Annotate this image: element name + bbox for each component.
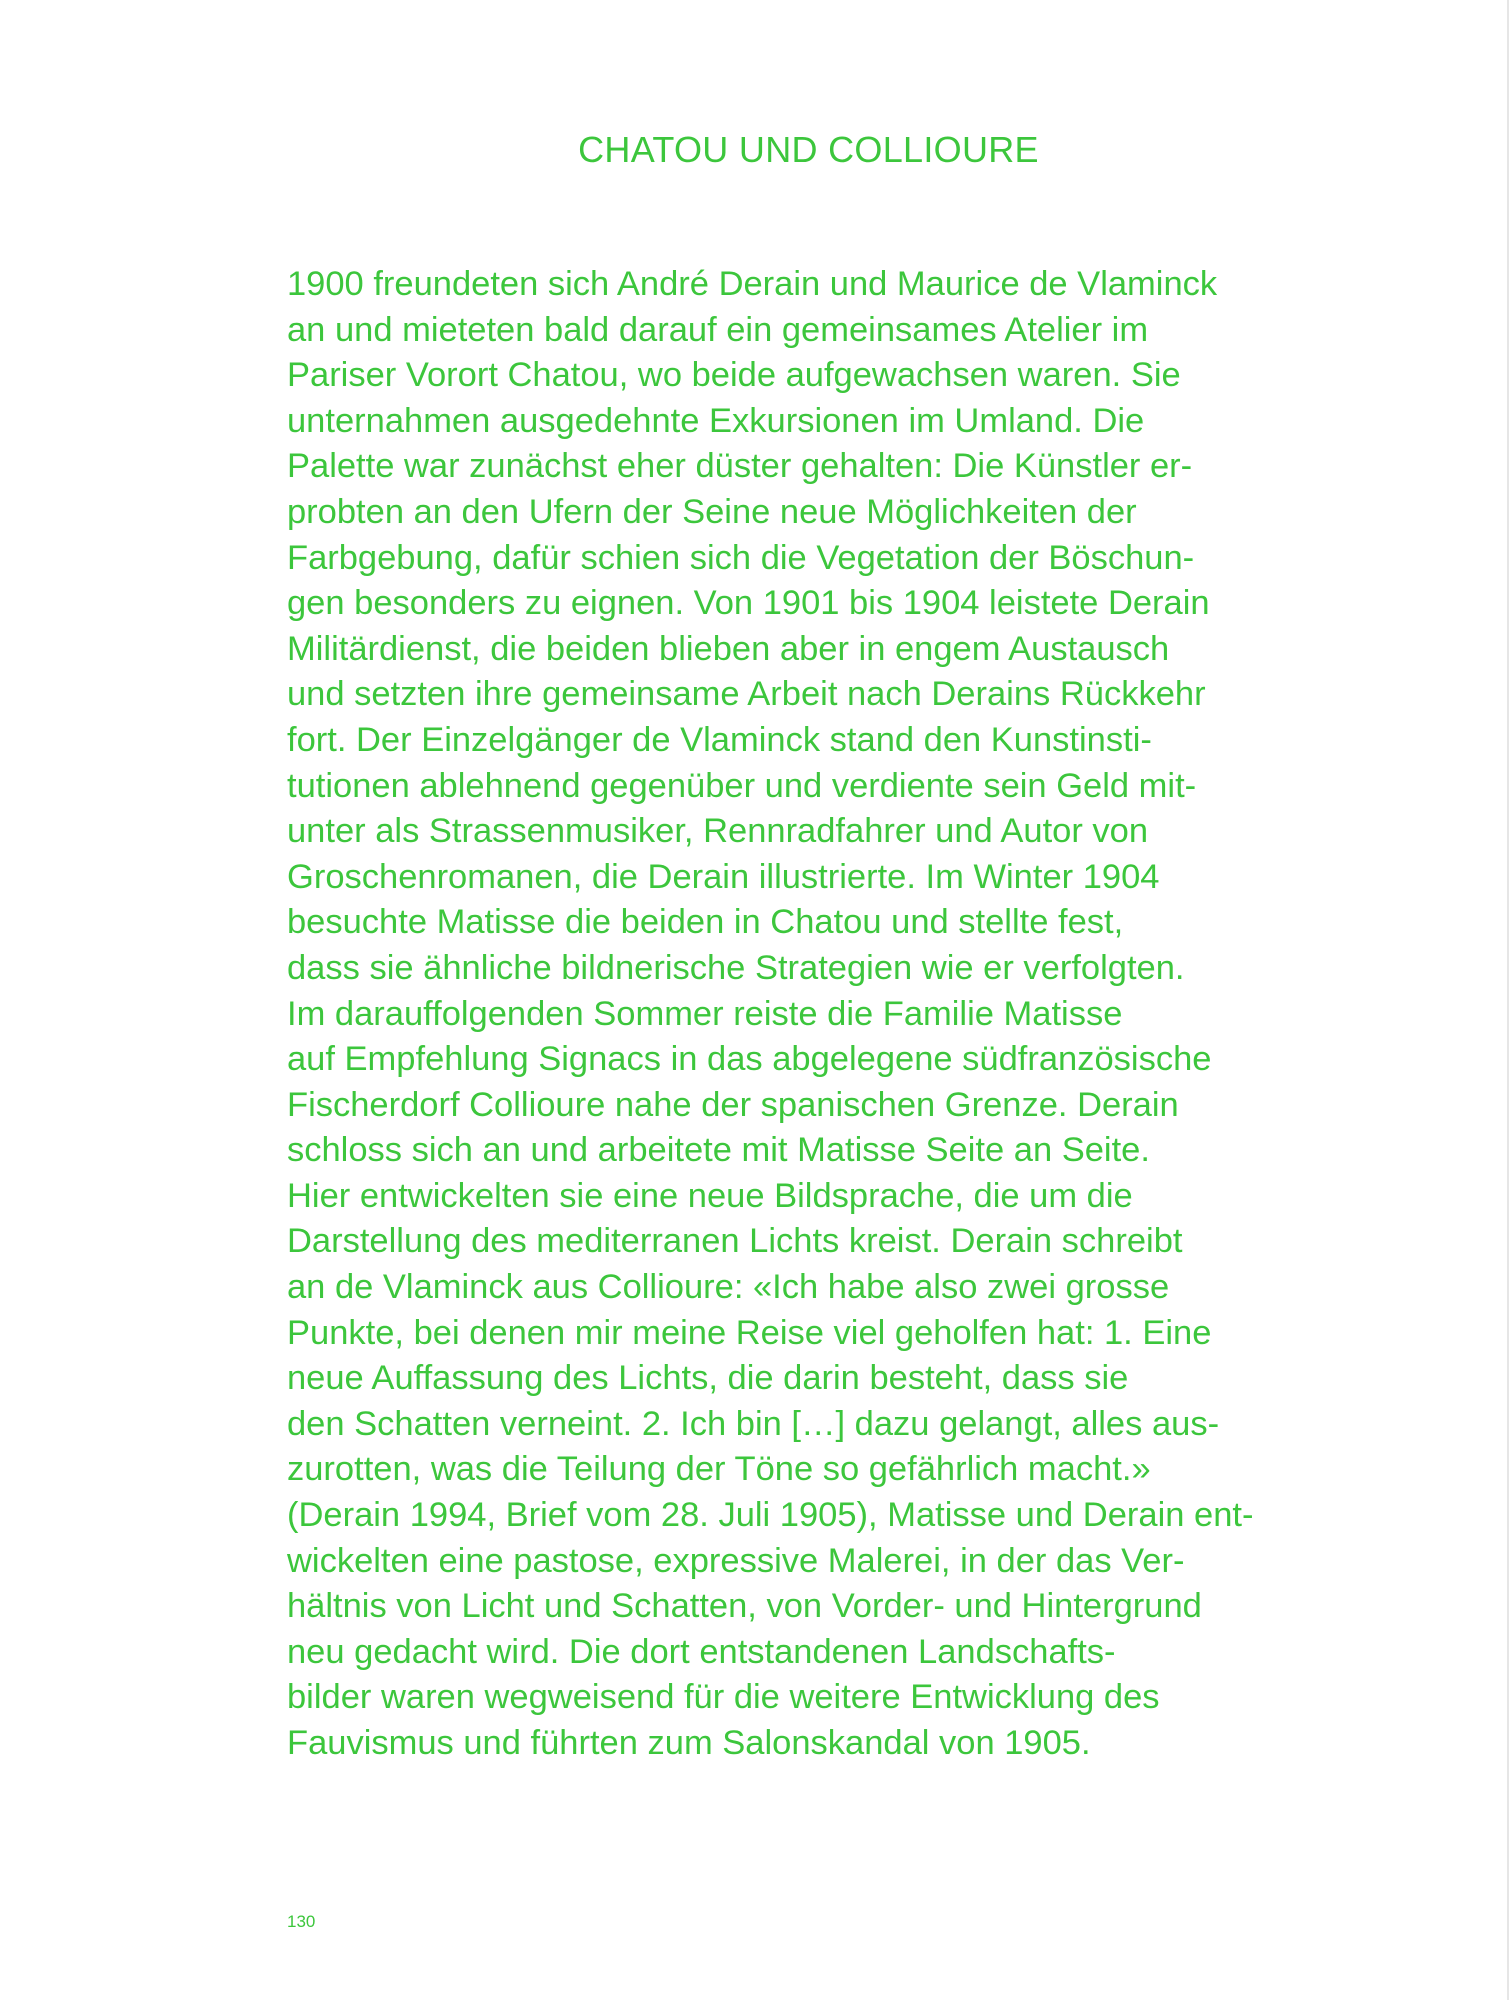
text-line: Pariser Vorort Chatou, wo beide aufgewachsen waren. Sie [287,356,1181,395]
text-line: besuchte Matisse die beiden in Chatou und stellte fest, [287,903,1124,942]
text-line: Hier entwickelten sie eine neue Bildsprache, die um die [287,1176,1133,1215]
text-line: und setzten ihre gemeinsame Arbeit nach Derains Rückkehr [287,675,1206,714]
text-line: hältnis von Licht und Schatten, von Vorder- und Hintergrund [287,1587,1202,1626]
text-line: 1900 freundeten sich André Derain und Maurice de Vlaminck [287,265,1218,303]
text-line: zurotten, was die Teilung der Töne so gefährlich macht.» [287,1450,1151,1489]
text-line: neu gedacht wird. Die dort entstandenen Landschafts- [287,1632,1116,1671]
text-line: unternahmen ausgedehnte Exkursionen im Umland. Die [287,401,1145,440]
text-line: an de Vlaminck aus Collioure: «Ich habe also zwei grosse [287,1268,1170,1307]
text-line: Militärdienst, die beiden blieben aber in engem Austausch [287,629,1170,668]
text-line: auf Empfehlung Signacs in das abgelegene südfranzösische [287,1040,1212,1079]
text-line: tutionen ablehnend gegenüber und verdiente sein Geld mit- [287,766,1197,805]
text-line: Farbgebung, dafür schien sich die Vegetation der Böschun- [287,538,1195,577]
text-line: Palette war zunächst eher düster gehalten: Die Künstler er- [287,447,1193,486]
text-line: fort. Der Einzelgänger de Vlaminck stand den Kunstinsti- [287,720,1152,759]
text-line: Punkte, bei denen mir meine Reise viel geholfen hat: 1. Eine [287,1313,1212,1352]
text-line: Groschenromanen, die Derain illustrierte. Im Winter 1904 [287,857,1160,896]
text-line: probten an den Ufern der Seine neue Möglichkeiten der [287,492,1137,531]
page-number: 130 [287,1912,316,1931]
text-line: neue Auffassung des Lichts, die darin besteht, dass sie [287,1359,1129,1398]
text-line: an und mieteten bald darauf ein gemeinsames Atelier im [287,310,1149,349]
text-line: Fauvismus und führten zum Salonskandal von 1905. [287,1724,1091,1762]
text-line: bilder waren wegweisend für die weitere Entwicklung des [287,1678,1160,1717]
chapter-heading: CHATOU UND COLLIOURE [578,129,1039,170]
text-line: (Derain 1994, Brief vom 28. Juli 1905), Matisse und Derain ent- [287,1496,1254,1535]
text-line: unter als Strassenmusiker, Rennradfahrer und Autor von [287,812,1149,851]
text-line: Darstellung des mediterranen Lichts kreist. Derain schreibt [287,1222,1183,1261]
text-line: schloss sich an und arbeitete mit Matisse Seite an Seite. [287,1131,1150,1170]
text-line: dass sie ähnliche bildnerische Strategien wie er verfolgten. [287,948,1185,987]
text-line: Fischerdorf Collioure nahe der spanischen Grenze. Derain [287,1085,1179,1124]
text-line: gen besonders zu eignen. Von 1901 bis 1904 leistete Derain [287,584,1210,623]
body-text [287,262,1347,1767]
text-line: wickelten eine pastose, expressive Malerei, in der das Ver- [287,1541,1185,1580]
text-line: den Schatten verneint. 2. Ich bin […] dazu gelangt, alles aus- [287,1404,1220,1443]
text-line: Im darauffolgenden Sommer reiste die Familie Matisse [287,994,1123,1033]
